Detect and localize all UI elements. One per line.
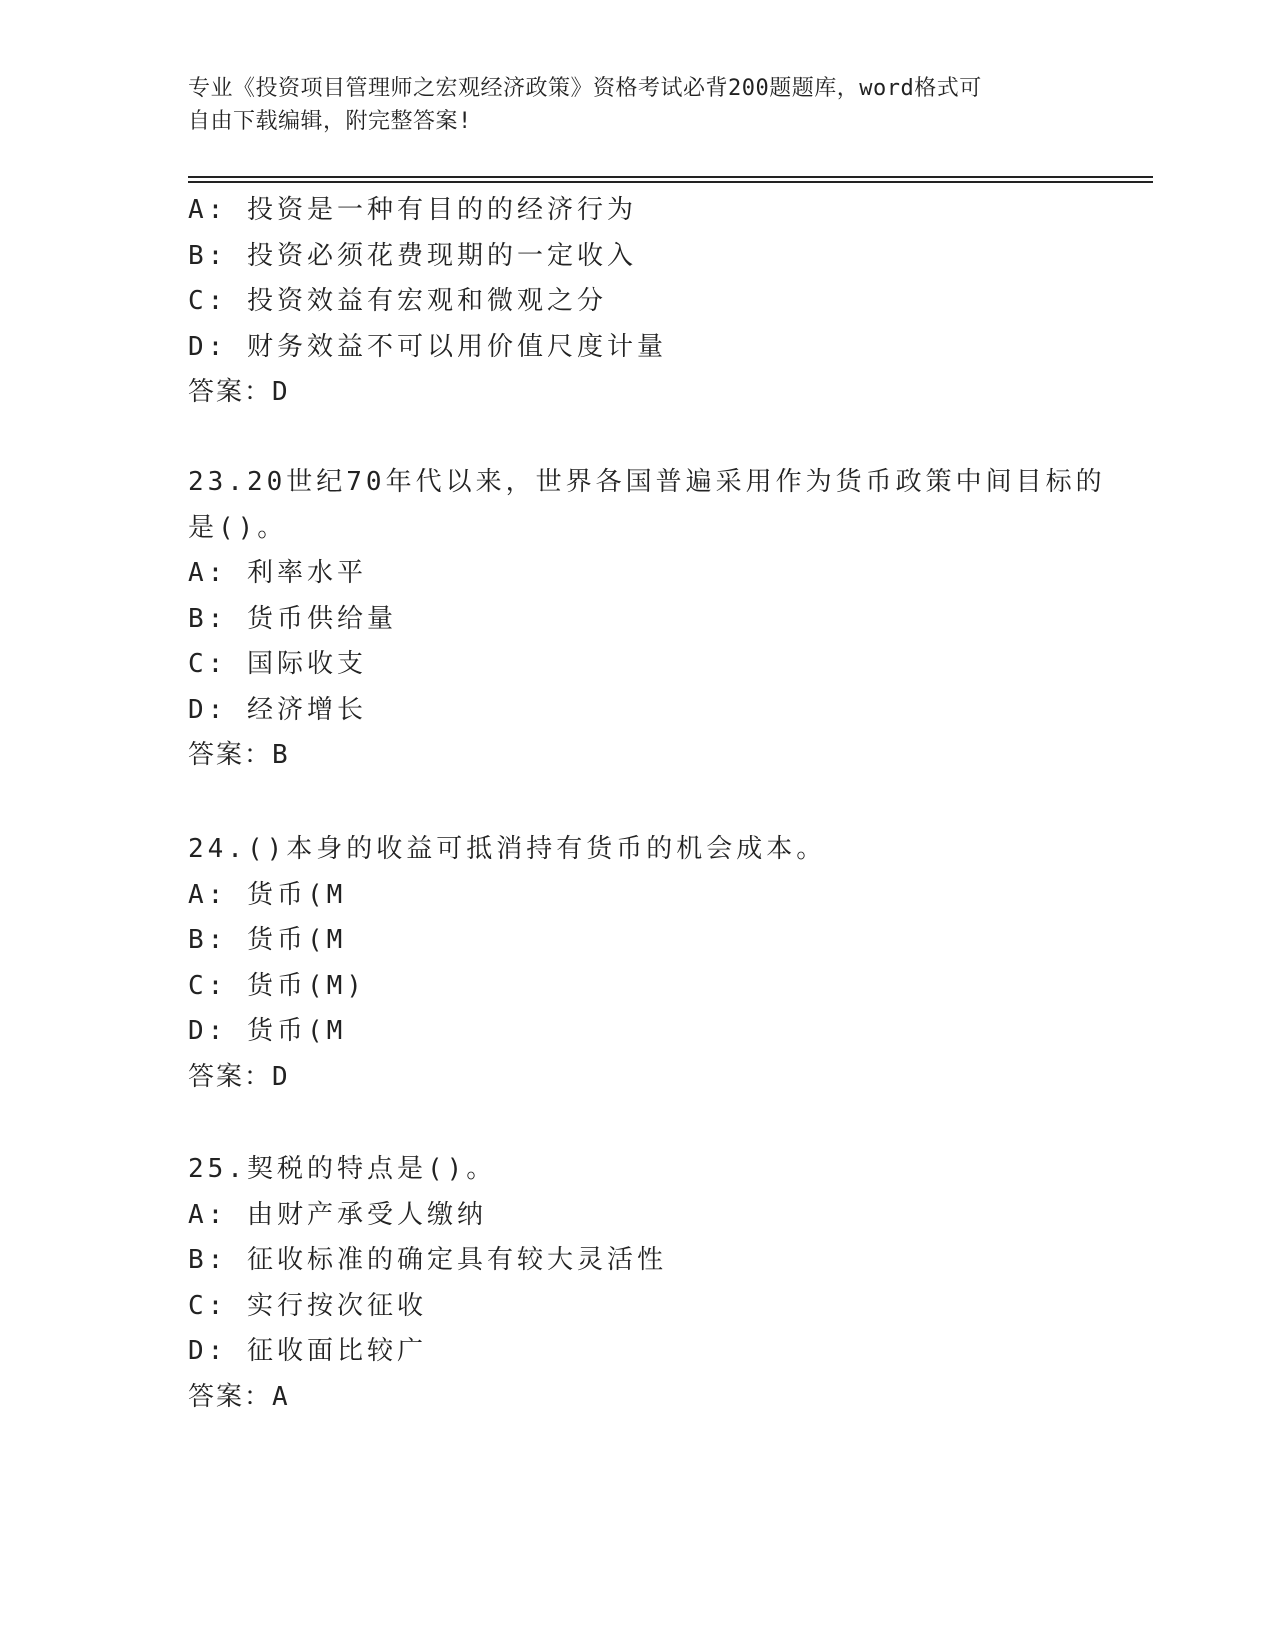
- question-23-answer: 答案：B: [188, 740, 290, 770]
- question-23-option-a: A: 利率水平: [188, 558, 367, 588]
- question-24-option-d: D: 货币(M: [188, 1016, 347, 1046]
- question-22-block: [188, 188, 1088, 416]
- question-24-option-c: C: 货币(M): [188, 970, 366, 1001]
- header-divider-bottom: [188, 181, 1153, 183]
- question-24-answer: 答案：D: [188, 1061, 290, 1092]
- question-23-option-c: C: 国际收支: [188, 649, 367, 679]
- question-25-option-d: D: 征收面比较广: [188, 1336, 427, 1366]
- question-22-option-b: B: 投资必须花费现期的一定收入: [188, 240, 637, 271]
- question-25-text-line-1: 25.契税的特点是()。: [188, 1154, 497, 1184]
- question-23-block: [188, 460, 1106, 779]
- question-25-option-a: A: 由财产承受人缴纳: [188, 1199, 487, 1230]
- question-24-option-b: B: 货币(M: [188, 925, 347, 955]
- question-23-option-d: D: 经济增长: [188, 694, 367, 725]
- question-22-option-d: D: 财务效益不可以用价值尺度计量: [188, 331, 667, 362]
- question-23-option-b: B: 货币供给量: [188, 603, 397, 634]
- question-22-option-c: C: 投资效益有宏观和微观之分: [188, 286, 607, 316]
- header-divider-top: [188, 176, 1153, 178]
- question-23-text-line-2: 是()。: [188, 512, 288, 543]
- question-23-text-line-1: 23.20世纪70年代以来，世界各国普遍采用作为货币政策中间目标的: [188, 467, 1106, 497]
- header-line-2: 自由下载编辑，附完整答案!: [188, 109, 472, 134]
- question-25-answer: 答案：A: [188, 1381, 290, 1412]
- question-25-block: [188, 1147, 1088, 1420]
- question-22-answer: 答案：D: [188, 377, 290, 407]
- question-25-option-b: B: 征收标准的确定具有较大灵活性: [188, 1245, 667, 1275]
- question-22-option-a: A: 投资是一种有目的的经济行为: [188, 195, 637, 225]
- question-24-text-line-1: 24.()本身的收益可抵消持有货币的机会成本。: [188, 834, 827, 864]
- question-24-block: [188, 827, 1088, 1100]
- document-header: [188, 72, 1088, 138]
- question-24-option-a: A: 货币(M: [188, 879, 347, 910]
- header-line-1: 专业《投资项目管理师之宏观经济政策》资格考试必背200题题库，word格式可: [188, 76, 982, 101]
- question-25-option-c: C: 实行按次征收: [188, 1290, 427, 1321]
